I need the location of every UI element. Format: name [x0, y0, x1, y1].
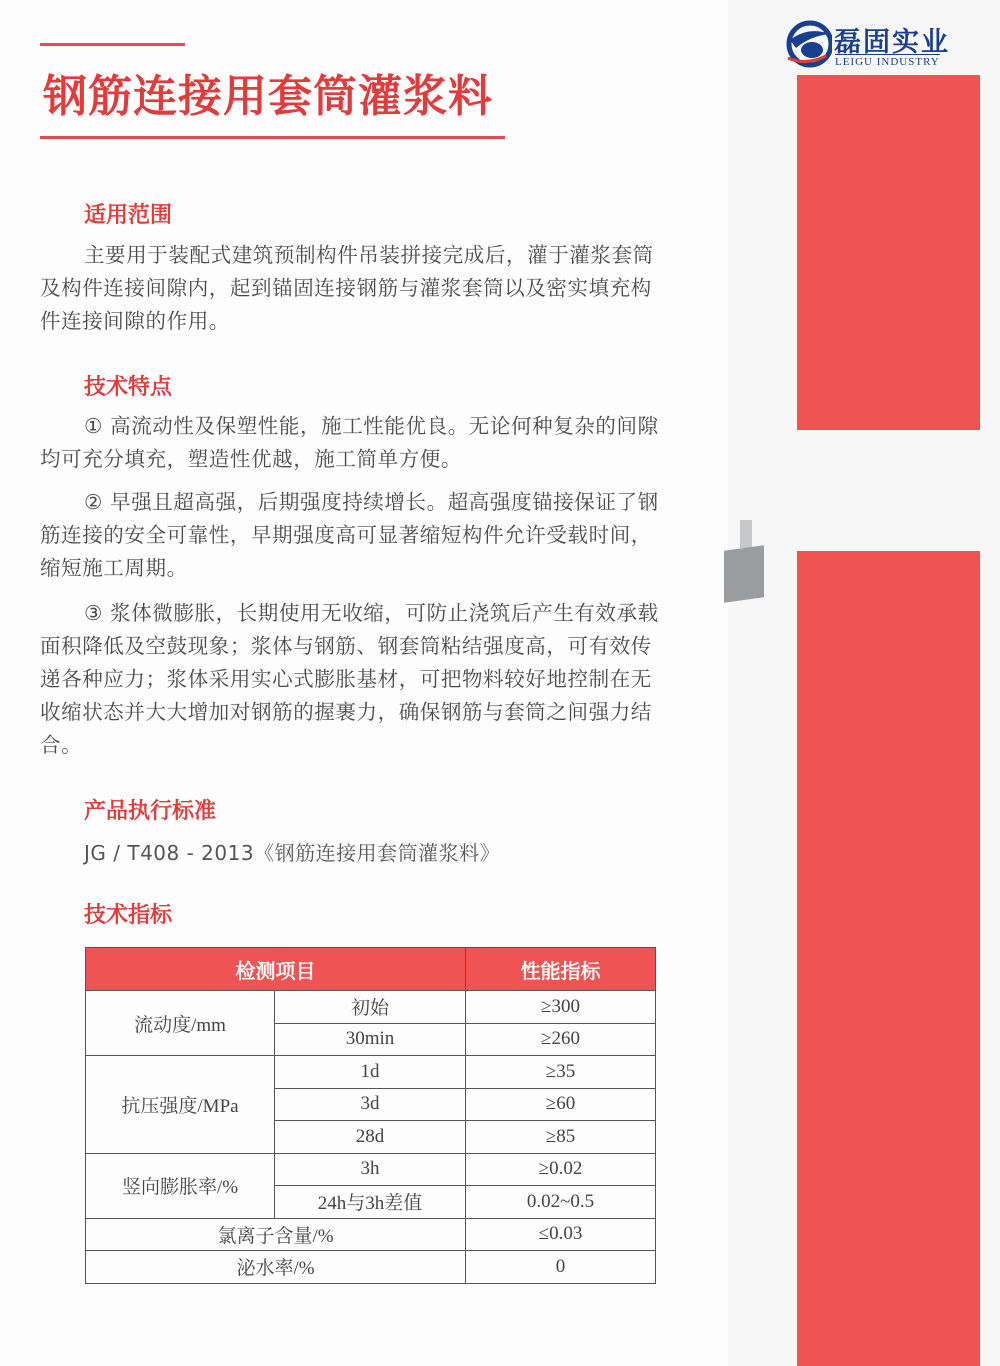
scope-text: 主要用于装配式建筑预制构件吊装拼接完成后，灌于灌浆套筒及构件连接间隙内，起到锚固连接钢筋与灌浆套筒以及密实填充构件连接间隙的作用。 — [40, 243, 654, 333]
row-value: ≥60 — [466, 1088, 656, 1121]
page-title: 钢筋连接用套筒灌浆料 — [43, 71, 493, 122]
row-label-bleeding: 泌水率/% — [86, 1251, 466, 1284]
table-header-row — [86, 948, 656, 991]
col-header-value: 性能指标 — [466, 948, 656, 991]
row-value: ≥300 — [466, 991, 656, 1024]
brand-name: 磊固实业 — [834, 27, 950, 58]
specs-table — [85, 947, 656, 1284]
table-row — [86, 1218, 656, 1251]
standard-heading: 产品执行标准 — [84, 799, 217, 824]
row-value: ≥85 — [466, 1121, 656, 1154]
decor-gray-block — [740, 520, 752, 548]
row-value: ≥260 — [466, 1023, 656, 1056]
standard-text: JG / T408 - 2013《钢筋连接用套筒灌浆料》 — [84, 841, 501, 865]
table-row — [86, 1056, 656, 1089]
row-value: 0 — [466, 1251, 656, 1284]
features-heading: 技术特点 — [84, 375, 173, 400]
title-rule-top — [40, 43, 185, 46]
table-row — [86, 991, 656, 1024]
feature-item: ① 高流动性及保塑性能，施工性能优良。无论何种复杂的间隙均可充分填充，塑造性优越，施工简单方便。 — [40, 414, 659, 471]
row-sub: 初始 — [275, 991, 466, 1024]
row-sub: 28d — [275, 1121, 466, 1154]
row-sub: 1d — [275, 1056, 466, 1089]
row-sub: 30min — [275, 1023, 466, 1056]
row-value: ≤0.03 — [466, 1218, 656, 1251]
table-row — [86, 1251, 656, 1284]
row-label-fluidity: 流动度/mm — [86, 991, 275, 1056]
feature-item: ③ 浆体微膨胀，长期使用无收缩，可防止浇筑后产生有效承载面积降低及空鼓现象；浆体与钢筋、钢套筒粘结强度高，可有效传递各种应力；浆体采用实心式膨胀基材，可把物料较好地控制在无收缩状态并大大增加对钢筋的握裹力，确保钢筋与套筒之间强力结合。 — [40, 601, 659, 757]
row-value: ≥0.02 — [466, 1153, 656, 1186]
feature-item: ② 早强且超高强，后期强度持续增长。超高强度锚接保证了钢筋连接的安全可靠性，早期强度高可显著缩短构件允许受载时间，缩短施工周期。 — [40, 490, 659, 580]
row-sub: 3h — [275, 1153, 466, 1186]
row-label-expansion: 竖向膨胀率/% — [86, 1153, 275, 1218]
row-label-strength: 抗压强度/MPa — [86, 1056, 275, 1154]
decor-gray-block — [724, 545, 764, 603]
title-rule-bottom — [40, 136, 505, 139]
specs-heading: 技术指标 — [84, 903, 173, 928]
row-sub: 24h与3h差值 — [275, 1186, 466, 1219]
brand-logo — [786, 14, 986, 74]
decor-red-panel-top — [797, 75, 980, 430]
brand-name-en: LEIGU INDUSTRY — [835, 56, 940, 68]
row-sub: 3d — [275, 1088, 466, 1121]
row-value: ≥35 — [466, 1056, 656, 1089]
table-row — [86, 1153, 656, 1186]
row-value: 0.02~0.5 — [466, 1186, 656, 1219]
scope-heading: 适用范围 — [84, 203, 173, 228]
row-label-chloride: 氯离子含量/% — [86, 1218, 466, 1251]
decor-red-panel-bottom — [797, 551, 980, 1366]
col-header-item: 检测项目 — [86, 948, 466, 991]
brand-logo-icon — [786, 14, 832, 70]
